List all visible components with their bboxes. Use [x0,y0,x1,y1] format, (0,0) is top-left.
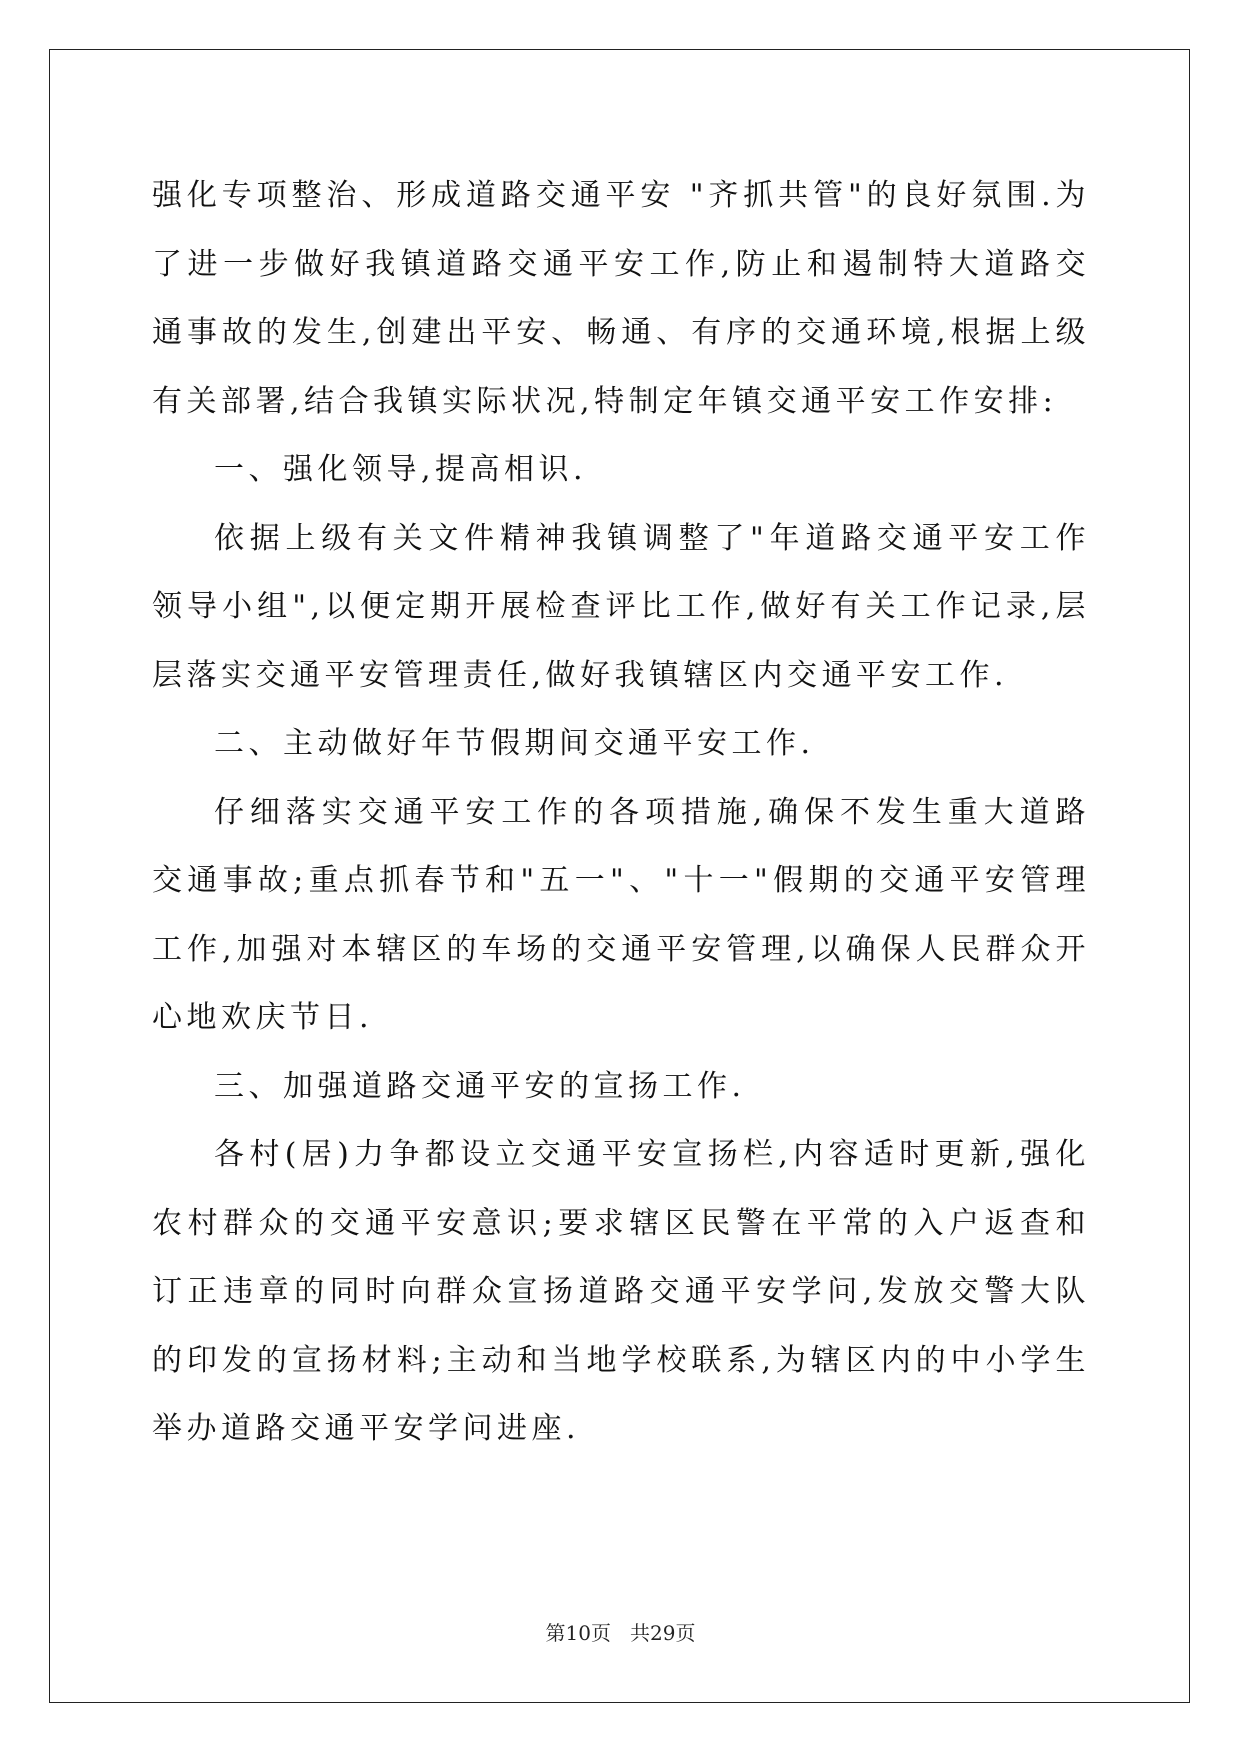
section-heading-2: 二、主动做好年节假期间交通平安工作. [214,726,815,761]
paragraph-intro: 强化专项整治、形成道路交通平安 "齐抓共管"的良好氛围.为了进一步做好我镇道路交通平安工作,防止和遏制特大道路交通事故的发生,创建出平安、畅通、有序的交通环境,根据上级有关部署,结合我镇实际状况,特制定年镇交通平安工作安排: [152,178,1090,419]
paragraph-section-3: 各村(居)力争都设立交通平安宣扬栏,内容适时更新,强化农村群众的交通平安意识;要求辖区民警在平常的入户返查和订正违章的同时向群众宣扬道路交通平安学问,发放交警大队的印发的宣扬材料;主动和当地学校联系,为辖区内的中小学生举办道路交通平安学问进座. [152,1137,1090,1446]
page-number: 第10页 共29页 [545,1621,696,1645]
paragraph-section-1: 依据上级有关文件精神我镇调整了"年道路交通平安工作领导小组",以便定期开展检查评比工作,做好有关工作记录,层层落实交通平安管理责任,做好我镇辖区内交通平安工作. [152,520,1090,693]
paragraph-section-2: 仔细落实交通平安工作的各项措施,确保不发生重大道路交通事故;重点抓春节和"五一"、"十一"假期的交通平安管理工作,加强对本辖区的车场的交通平安管理,以确保人民群众开心地欢庆节日. [152,794,1090,1035]
document-body [152,162,1090,1464]
section-heading-1: 一、强化领导,提高相识. [214,452,588,487]
section-heading-3: 三、加强道路交通平安的宣扬工作. [214,1068,746,1104]
